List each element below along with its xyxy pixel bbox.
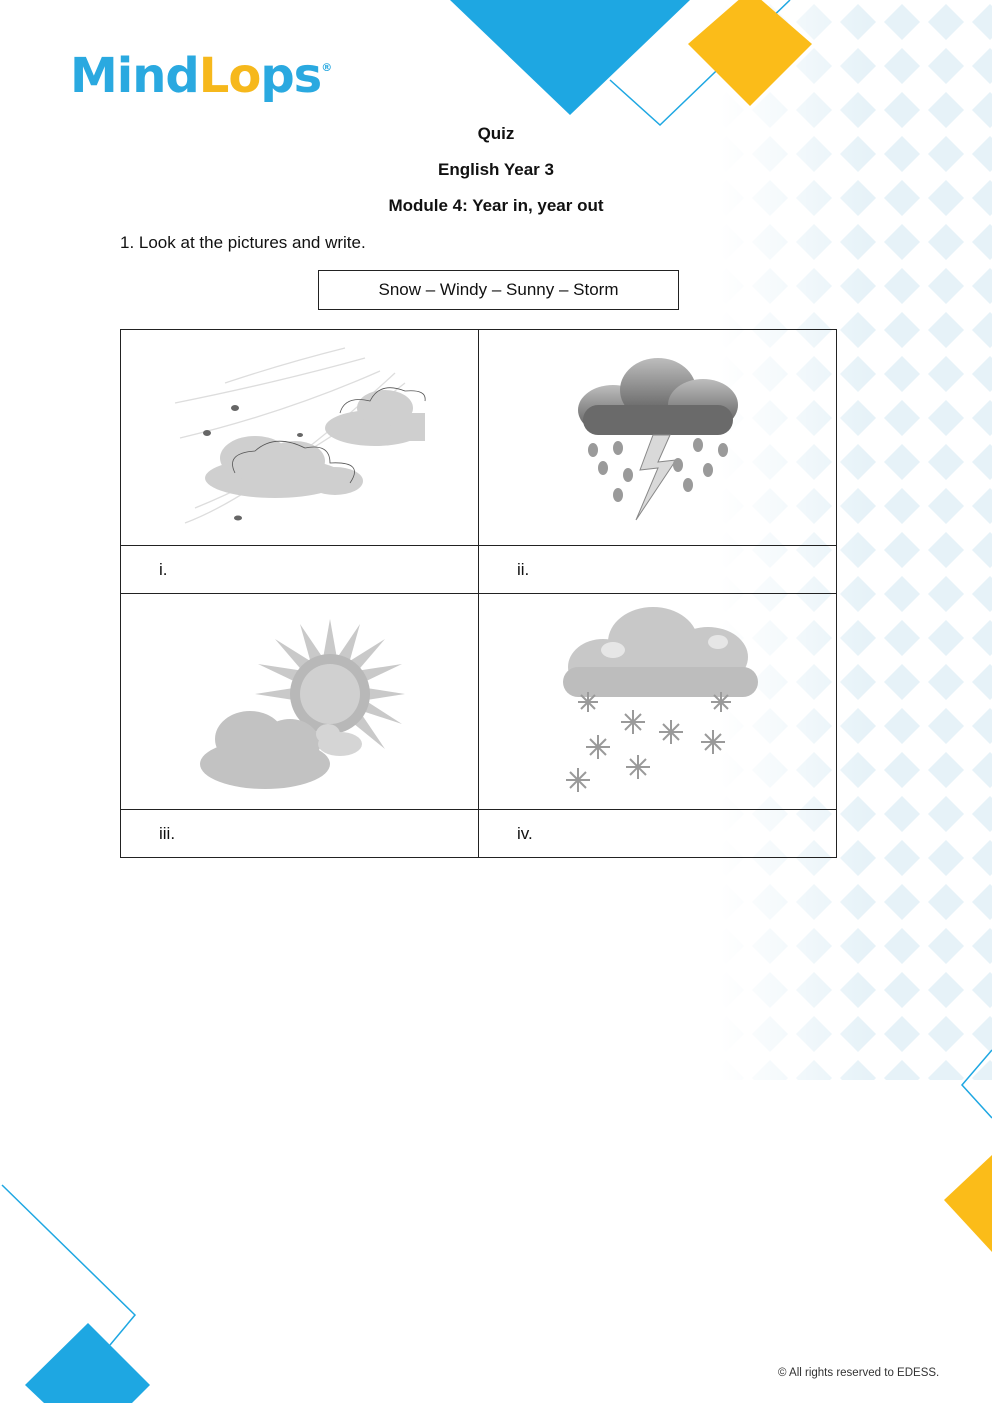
- picture-cell-2: [479, 330, 837, 546]
- logo-loop: Lo: [198, 48, 261, 104]
- copyright-footer: © All rights reserved to EDESS.: [778, 1367, 940, 1379]
- snow-cloud-icon: [553, 602, 763, 802]
- answer-label-4: iv.: [517, 823, 533, 843]
- logo-text: Mind: [70, 48, 199, 104]
- sun-behind-cloud-icon: [180, 609, 420, 794]
- picture-cell-4: [479, 594, 837, 810]
- answer-label-2: ii.: [517, 559, 530, 579]
- word-bank-box: [318, 270, 679, 310]
- quiz-title: Quiz: [477, 124, 515, 143]
- answer-label-3: iii.: [159, 823, 176, 843]
- module-title: Module 4: Year in, year out: [388, 196, 604, 215]
- picture-cell-3: [121, 594, 479, 810]
- answer-label-1: i.: [159, 559, 168, 579]
- mindloops-logo: [70, 48, 332, 104]
- storm-cloud-icon: [558, 350, 758, 525]
- subject-title: English Year 3: [438, 160, 554, 179]
- picture-answer-table: [120, 329, 837, 858]
- registered-mark: ®: [321, 61, 332, 74]
- answer-cell-3[interactable]: [121, 810, 479, 858]
- answer-cell-1[interactable]: [121, 546, 479, 594]
- answer-cell-4[interactable]: [479, 810, 837, 858]
- logo-text-end: ps: [260, 48, 322, 104]
- answer-cell-2[interactable]: [479, 546, 837, 594]
- question-instruction: 1. Look at the pictures and write.: [120, 233, 366, 252]
- snowflakes: [566, 692, 731, 792]
- picture-cell-1: [121, 330, 479, 546]
- word-bank-text: Snow – Windy – Sunny – Storm: [378, 280, 619, 299]
- windy-clouds-icon: [165, 343, 435, 533]
